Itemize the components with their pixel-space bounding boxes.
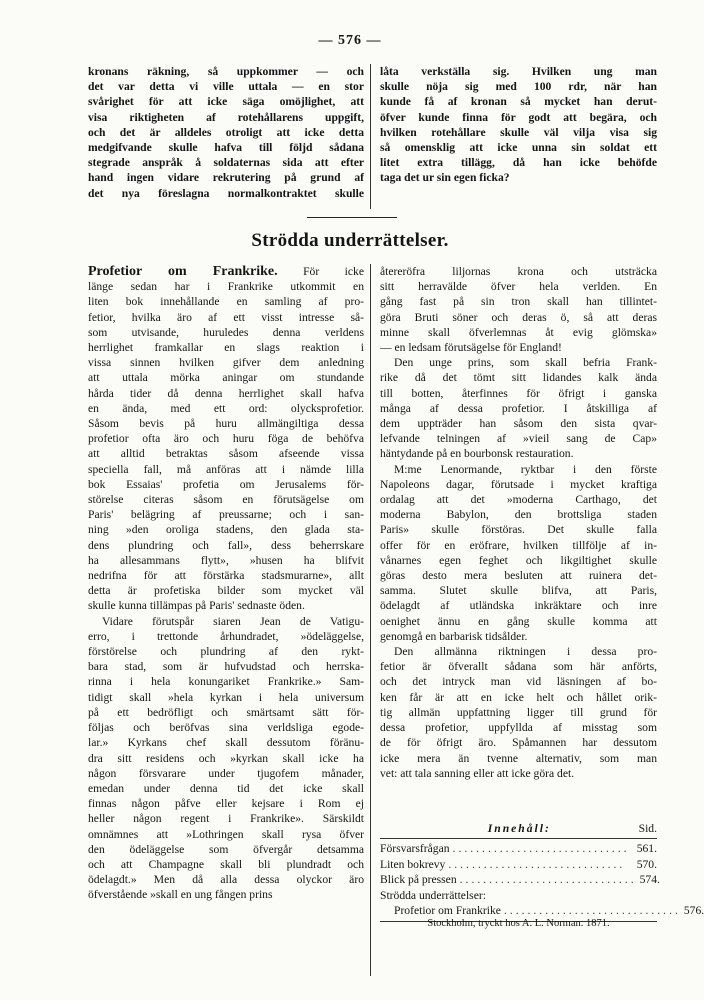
text-line: och att Champagne skall bli plundradt och	[88, 857, 364, 871]
text-line: tig allmän uppfattning ligger till grund för	[380, 705, 657, 719]
text-line: de för öfrigt äro. Spåmannen har dessutom	[380, 736, 657, 750]
text-line: erro, i trettonde århundradet, »ödeläggelse,	[88, 629, 364, 643]
text-line: För icke	[303, 265, 364, 278]
text-line: rike då det tömt sitt lidandes kalk ända	[380, 371, 657, 385]
text-line: samma. Slutet skulle blifva, att Paris,	[380, 584, 657, 598]
text-line: omnämnes att »Lothringen skall rysa öfver	[88, 827, 364, 841]
text-line: fetior är öfverallt sådana som här anförts,	[380, 660, 657, 674]
main-right-column	[380, 264, 657, 781]
text-line: sitt herravälde öfver hela verlden. En	[380, 280, 657, 294]
toc-page-header: Sid.	[638, 822, 657, 835]
toc-entry-title: Försvarsfrågan	[380, 842, 450, 856]
text-line: dem uppträder han såsom den sista qvar-	[380, 417, 657, 431]
article-first-line	[88, 264, 364, 279]
text-line: rinna i hela konungariket Frankrike.» Sam-	[88, 675, 364, 689]
text-line: på ett bedröfligt och smärtsamt sätt för-	[88, 705, 364, 719]
toc-leader: ..............................	[452, 842, 630, 856]
text-line: vet: att tala sanning eller att icke göra det.	[380, 766, 575, 780]
text-line: många af dessa profetior. I åtskilliga af	[380, 401, 657, 415]
text-line: detta är profetiska bilder som mycket väl	[88, 584, 364, 598]
toc-entry-page: 570.	[636, 857, 657, 871]
text-line: öfverstående »skall en ung fången prins	[88, 888, 273, 902]
text-line: lefvande telningen af »vieil sang de Cap»	[380, 432, 657, 446]
text-line: nedrifna för att förstärka stadsmurarne», allt	[88, 569, 364, 583]
text-line: hand ingen vidare rekrutering på grund af	[88, 171, 364, 185]
text-line: ning »den oroliga stadens, den glada sta-	[88, 523, 364, 537]
toc-leader: ..............................	[503, 904, 681, 918]
text-line: göras desto mera besluten att ruinera det-	[380, 569, 657, 583]
text-line: minne skall öfverlemnas åt evig glömska»	[380, 325, 657, 339]
text-line: herrlighet framkallar en slags reaktion i	[88, 341, 364, 355]
text-line: och det intryck man vid läsningen af bo-	[380, 675, 657, 689]
text-line: medgifvande skulle hafva till följd sådana	[88, 141, 364, 155]
toc-leader: ..............................	[459, 873, 637, 887]
text-line: lar.» Kyrkans chef skall dessutom föränu-	[88, 736, 364, 750]
text-line: låta verkställa sig. Hvilken ung man	[380, 65, 657, 78]
toc-entry	[380, 903, 704, 918]
text-line: förstörelse och plundring af den rykt-	[88, 645, 364, 659]
toc-entry	[380, 857, 657, 872]
main-left-column	[88, 264, 364, 903]
toc-entry-title: Blick på pressen	[380, 873, 457, 887]
text-line: Den allmänna riktningen i dessa pro-	[394, 645, 657, 659]
text-line: kunde få af kronan så mycket han derut-	[380, 95, 657, 109]
column-divider	[370, 64, 371, 209]
toc-entry-page: 561.	[636, 842, 657, 856]
text-line: någon försvarare under tjugofem månader,	[88, 766, 364, 780]
text-line: skulle kunna tillämpas på Paris' sednaste öden.	[88, 599, 305, 613]
toc-title: Innehåll:	[487, 822, 551, 835]
text-line: så omensklig att icke unna sin soldat ett	[380, 141, 657, 155]
top-right-column	[380, 64, 657, 186]
text-line: det nya föreslagna normalkontraktet skulle	[88, 186, 364, 200]
text-line: genomgå en barbarisk tidsålder.	[380, 629, 528, 643]
text-line: heller någon regent i Frankrike». Särskildt	[88, 812, 364, 826]
text-line: stegrade anspråk å soldaternas sida att efter	[88, 156, 364, 170]
text-line: som utvisande, huruledes denna verldens	[88, 325, 364, 339]
text-line: kronans räkning, så uppkommer — och	[88, 65, 364, 78]
text-line: dra sitt residens och »kyrkan skall icke ha	[88, 751, 364, 765]
text-line: liten bok innehållande en samling af pro-	[88, 295, 364, 309]
text-line: dens plundring och fall», dess beherrskare	[88, 538, 364, 552]
toc-entry	[380, 888, 657, 903]
text-line: och det är alldeles otroligt att icke detta	[88, 125, 364, 139]
text-line: ken får är att en icke helt och hållet orik-	[380, 690, 657, 704]
page-number: — 576 —	[318, 33, 382, 48]
section-divider	[307, 217, 397, 218]
text-line: litet extra tillägg, då han icke behöfde	[380, 156, 657, 170]
text-line: ödelagdt af utländska inkräktare och inre	[380, 599, 657, 613]
text-line: Paris' belägring af preussarne; och i san-	[88, 508, 364, 522]
text-line: vissa sinnen hvilken gifver dem anledning	[88, 356, 364, 370]
text-line: den ödeläggelse som öfvergår detsamma	[88, 842, 364, 856]
imprint: Stockholm, tryckt hos A. L. Norman. 1871.	[427, 918, 610, 929]
text-line: Den unge prins, som skall befria Frank-	[394, 356, 657, 370]
text-line: bok Essaias' profetia om Jerusalems för-	[88, 477, 364, 491]
toc-entry-page: 576.	[683, 904, 704, 918]
text-line: — en ledsam förutsägelse för England!	[380, 341, 562, 355]
section-title: Strödda underrättelser.	[251, 230, 449, 251]
text-line: oenighet ännu en gång skulle komma att	[380, 614, 657, 628]
text-line: moderna Babylon, den brottsliga staden	[380, 508, 657, 522]
text-line: Paris» skulle förstöras. Det skulle falla	[380, 523, 657, 537]
toc-entry-title: Strödda underrättelser:	[380, 888, 486, 902]
text-line: ha allesammans flytt», »husen ha blifvit	[88, 553, 364, 567]
text-line: häntydande på en bourbonsk restauration.	[380, 447, 574, 461]
toc-entry-title: Liten bokrevy	[380, 857, 446, 871]
text-line: ordalag att det »moderna Carthago, det	[380, 493, 657, 507]
text-line: följas och beröfvas sina verldsliga egode-	[88, 721, 364, 735]
text-line: ödelagdt.» Men då alla dessa olyckor äro	[88, 873, 364, 887]
top-left-column	[88, 64, 364, 201]
text-line: bara stad, som är hufvudstad och herrska-	[88, 660, 364, 674]
text-line: Vidare förutspår siaren Jean de Vatigu-	[102, 614, 364, 628]
text-line: emedan under denna tid det icke skall	[88, 781, 364, 795]
toc-entry	[380, 872, 660, 887]
text-line: störelse citeras såsom en förutsägelse om	[88, 493, 364, 507]
toc-header	[380, 821, 657, 839]
text-line: hvilken rotehållare skulle väl vilja visa sig	[380, 125, 657, 139]
text-line: att alltid betraktas såsom afseende vissa	[88, 447, 364, 461]
text-line: taga det ur sin egen ficka?	[380, 171, 510, 185]
article-title: Profetior om Frankrike.	[88, 264, 278, 279]
text-line: hårda tider då denna herrlighet skall hafva	[88, 386, 364, 400]
text-line: Napoleons dagar, förutsade i mycket kraftiga	[380, 477, 657, 491]
text-line: tidigt skall »hela kyrkan i hela universum	[88, 690, 364, 704]
table-of-contents	[380, 821, 704, 922]
text-line: till botten, återfinnes för öfrigt i ganska	[380, 386, 657, 400]
text-line: icke mera än tvenne alternativ, som man	[380, 751, 657, 765]
text-line: öfver kunde finna för godt att begära, och	[380, 110, 657, 124]
text-line: visa riktigheten af rotehållarens uppgift,	[88, 110, 364, 124]
text-line: skulle nöja sig med 100 rdr, när han	[380, 80, 657, 94]
text-line: återeröfra liljornas krona och utsträcka	[380, 265, 657, 278]
text-line: en ända, med ett ord: olycksprofetior.	[88, 401, 364, 415]
text-line: vånarnes egen feghet och likgiltighet skulle	[380, 553, 657, 567]
text-line: M:me Lenormande, ryktbar i den förste	[394, 462, 657, 476]
text-line: länge sedan har i Frankrike utkommit en	[88, 280, 364, 294]
column-divider	[370, 264, 371, 976]
text-line: att uttala mörka aningar om stundande	[88, 371, 364, 385]
text-line: profetior ofta äro och huru föga de behöfva	[88, 432, 364, 446]
text-line: dessa profetior, uppfyllda af misstag som	[380, 721, 657, 735]
text-line: svårighet för att icke säga omöjlighet, att	[88, 95, 364, 109]
text-line: fetior, hvilka äro af ett visst intresse så-	[88, 310, 364, 324]
toc-leader: ..............................	[448, 857, 626, 871]
text-line: offer för en eröfrare, hvilken tillfölje af in-	[380, 538, 657, 552]
text-line: gång fast på sin tron skall han tillintet-	[380, 295, 657, 309]
toc-entry-title: Profetior om Frankrike	[394, 904, 501, 918]
text-line: speciella fall, må anföras att i nämde lilla	[88, 462, 364, 476]
toc-entry	[380, 841, 657, 856]
text-line: Såsom bevis på huru allmängiltiga dessa	[88, 417, 364, 431]
toc-entry-page: 574.	[639, 873, 660, 887]
text-line: göra Bruti söner och deras ö, så att deras	[380, 310, 657, 324]
text-line: det var detta vi ville uttala — en stor	[88, 80, 364, 94]
text-line: finnas någon påfve eller kejsare i Rom ej	[88, 797, 364, 811]
